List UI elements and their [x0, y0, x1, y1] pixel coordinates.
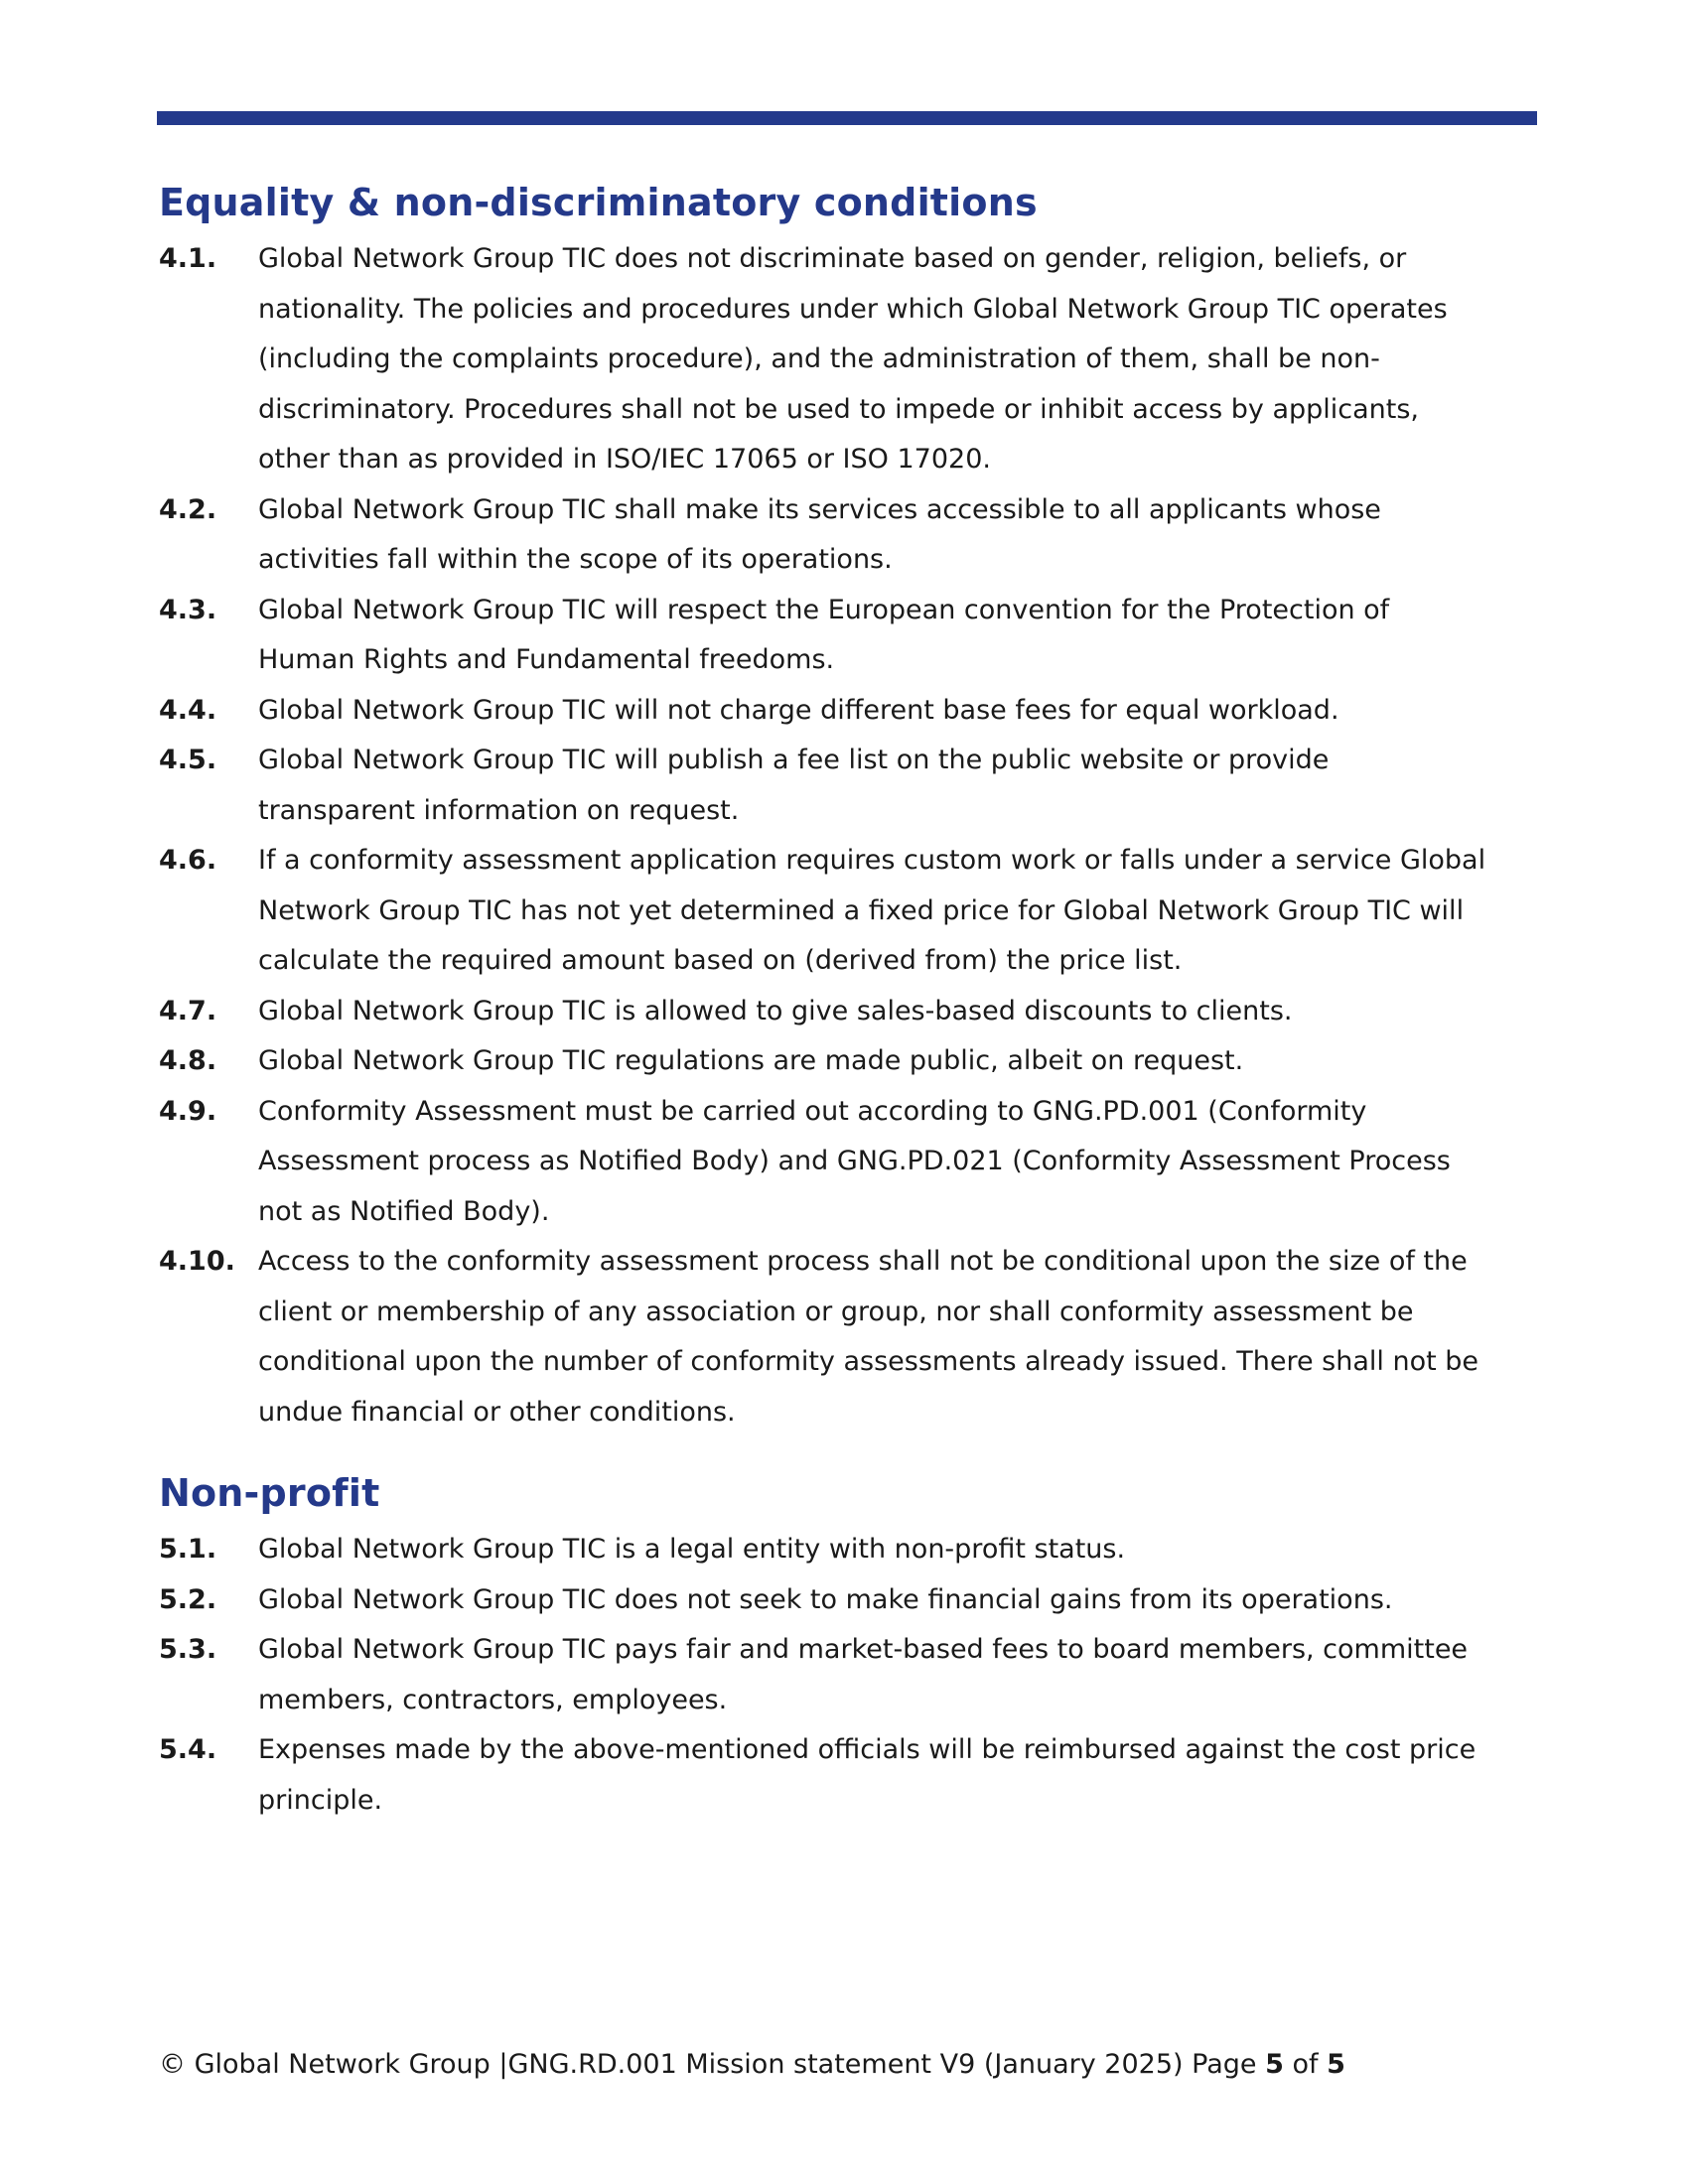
list-item-4-1	[159, 234, 1549, 485]
item-text: Access to the conformity assessment process shall not be conditional upon the size of the client or membership of any association or group, nor shall conformity assessment be conditional upon the number of conformity assessments already issued. There shall not be undue financial or other conditions.	[258, 1246, 1479, 1428]
item-number: 4.10.	[159, 1246, 235, 1277]
list-item-4-5	[159, 736, 1549, 836]
section-title-equality: Equality & non-discriminatory conditions	[159, 181, 1038, 224]
item-number: 4.4.	[159, 694, 217, 726]
item-number: 4.1.	[159, 243, 217, 274]
section-title-non-profit: Non-profit	[159, 1471, 380, 1515]
item-number: 4.5.	[159, 745, 217, 775]
footer-of: of	[1283, 2049, 1328, 2080]
item-number: 4.6.	[159, 845, 217, 876]
item-text: Conformity Assessment must be carried out according to GNG.PD.001 (Conformity Assessment process as Notified Body) and GNG.PD.021 (Conformity Assessment Process not as Notified Body).	[258, 1095, 1451, 1227]
section-non-profit	[159, 1465, 1549, 1826]
list-item-4-2	[159, 485, 1549, 586]
footer-text: © Global Network Group |GNG.RD.001 Mission statement V9 (January 2025) Page	[159, 2049, 1266, 2080]
item-text: Global Network Group TIC will publish a fee list on the public website or provide transparent information on request.	[258, 745, 1330, 826]
item-text: Global Network Group TIC shall make its services accessible to all applicants whose activities fall within the scope of its operations.	[258, 493, 1381, 575]
page-footer	[159, 2047, 1345, 2083]
list-item-4-9	[159, 1087, 1549, 1238]
item-number: 4.2.	[159, 493, 217, 525]
list-item-5-4	[159, 1725, 1549, 1826]
list-item-4-10	[159, 1237, 1549, 1437]
item-number: 4.7.	[159, 995, 217, 1026]
list-item-5-2	[159, 1575, 1549, 1626]
item-text: If a conformity assessment application requires custom work or falls under a service Global Network Group TIC has not yet determined a fixed price for Global Network Group TIC will calculate the required amount based on (derived from) the price list.	[258, 845, 1486, 976]
item-text: Expenses made by the above-mentioned officials will be reimbursed against the cost price principle.	[258, 1734, 1477, 1816]
item-number: 5.1.	[159, 1534, 217, 1565]
item-text: Global Network Group TIC does not discriminate based on gender, religion, beliefs, or nationality. The policies and procedures under which Global Network Group TIC operates (including the complaints procedure), and the administration of them, shall be non- discriminatory. Procedures shall not be used to impede or inhibit access by applicants, other than as provided in ISO/IEC 17065 or ISO 17020.	[258, 243, 1448, 475]
item-text: Global Network Group TIC is allowed to give sales-based discounts to clients.	[258, 995, 1293, 1026]
list-item-5-1	[159, 1525, 1549, 1575]
item-number: 5.4.	[159, 1734, 217, 1765]
section-equality	[159, 175, 1549, 1437]
footer-page-number: 5	[1265, 2049, 1284, 2080]
document-body	[159, 175, 1549, 1826]
item-number: 4.3.	[159, 594, 217, 625]
item-text: Global Network Group TIC regulations are made public, albeit on request.	[258, 1045, 1244, 1076]
item-number: 4.9.	[159, 1095, 217, 1127]
item-text: Global Network Group TIC is a legal entity with non-profit status.	[258, 1534, 1126, 1565]
item-text: Global Network Group TIC will respect the European convention for the Protection of Human Rights and Fundamental freedoms.	[258, 594, 1390, 675]
list-item-4-8	[159, 1036, 1549, 1087]
item-number: 5.3.	[159, 1634, 217, 1665]
list-item-4-3	[159, 586, 1549, 686]
item-text: Global Network Group TIC will not charge different base fees for equal workload.	[258, 694, 1339, 726]
list-item-4-7	[159, 987, 1549, 1037]
item-number: 4.8.	[159, 1045, 217, 1076]
list-item-4-6	[159, 836, 1549, 987]
list-item-4-4	[159, 686, 1549, 737]
list-item-5-3	[159, 1625, 1549, 1725]
header-rule	[157, 111, 1537, 125]
item-text: Global Network Group TIC pays fair and market-based fees to board members, committee members, contractors, employees.	[258, 1634, 1469, 1715]
item-text: Global Network Group TIC does not seek to make financial gains from its operations.	[258, 1583, 1393, 1615]
item-number: 5.2.	[159, 1583, 217, 1615]
footer-page-total: 5	[1327, 2049, 1345, 2080]
